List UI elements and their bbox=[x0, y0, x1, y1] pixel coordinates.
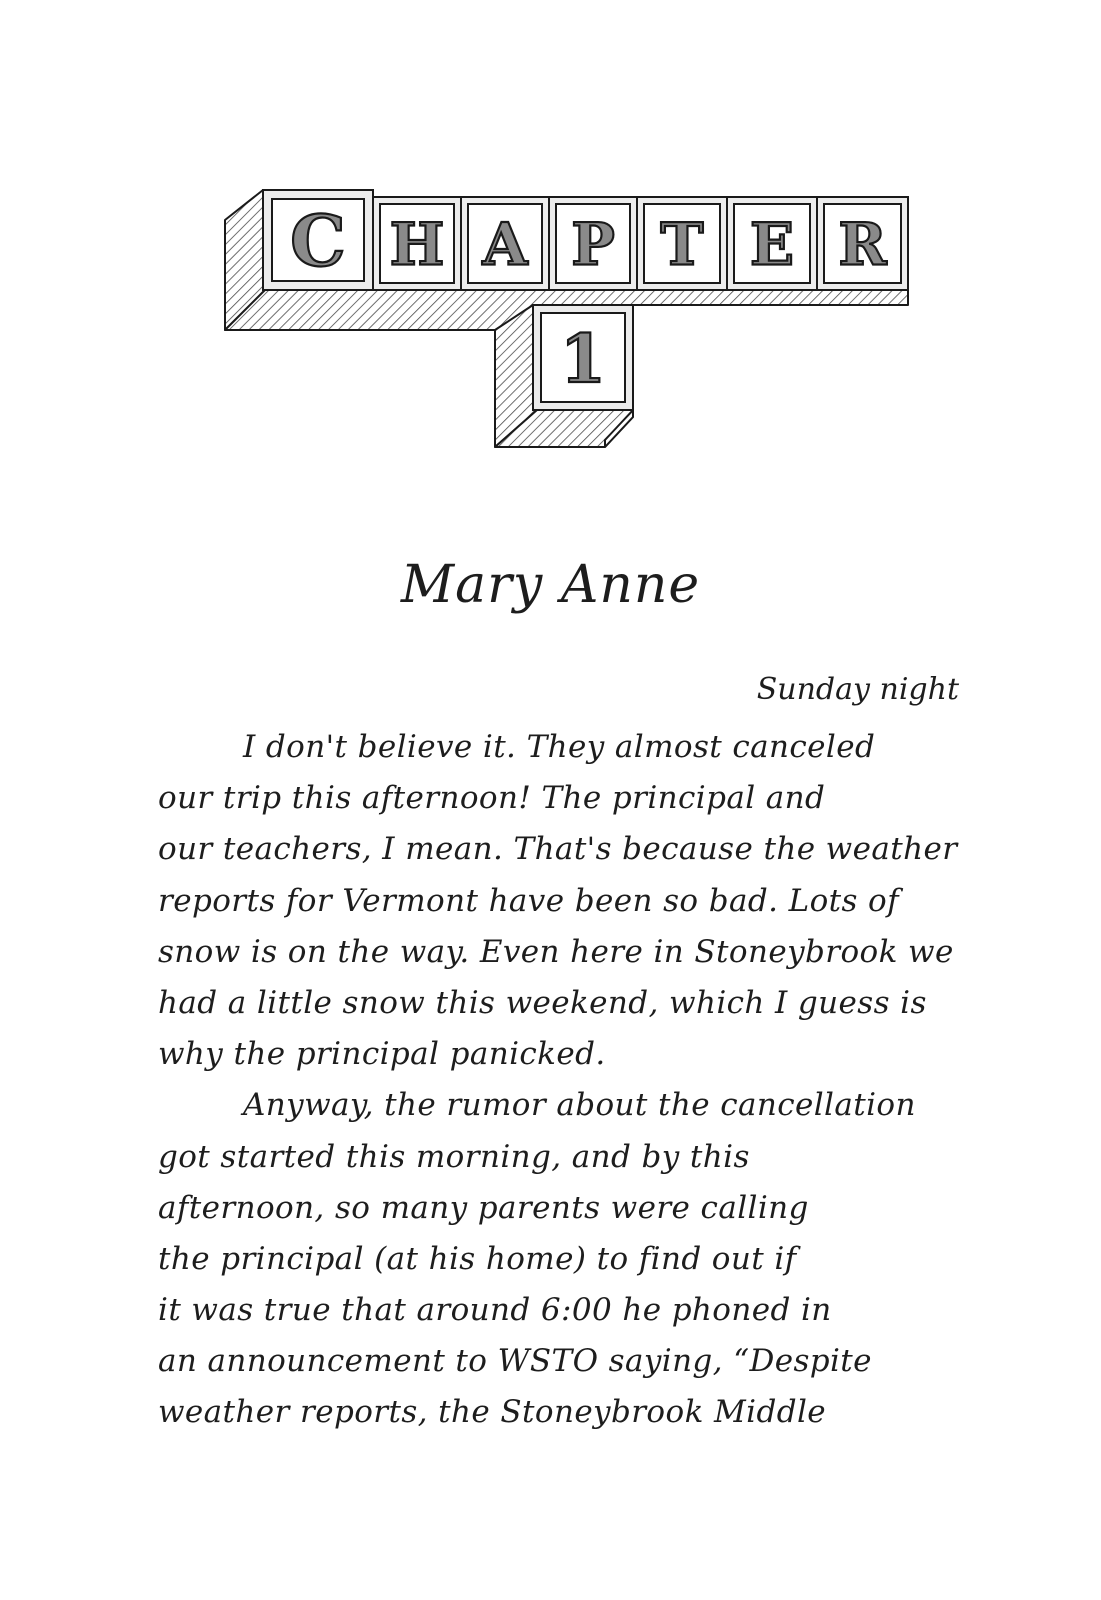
chapter-letter-block bbox=[549, 197, 637, 290]
chapter-number-block bbox=[533, 305, 633, 410]
chapter-letter: E bbox=[749, 210, 795, 279]
chapter-letter-block bbox=[637, 197, 727, 290]
chapter-letter-block bbox=[727, 197, 817, 290]
diary-line: snow is on the way. Even here in Stoneybrook we bbox=[158, 933, 954, 970]
chapter-letter-block bbox=[461, 197, 549, 290]
chapter-letter: T bbox=[660, 210, 704, 279]
chapter-letter: C bbox=[290, 199, 346, 283]
chapter-number: 1 bbox=[560, 320, 606, 398]
diary-line: the principal (at his home) to find out if bbox=[158, 1240, 797, 1277]
chapter-heading bbox=[215, 185, 935, 460]
diary-author-name: Mary Anne bbox=[400, 555, 701, 615]
diary-line: it was true that around 6:00 he phoned in bbox=[158, 1292, 832, 1329]
chapter-letter-block bbox=[817, 197, 908, 290]
diary-line: reports for Vermont have been so bad. Lots of bbox=[158, 882, 899, 919]
chapter-letter: H bbox=[389, 210, 445, 279]
diary-line: our trip this afternoon! The principal and bbox=[158, 780, 826, 817]
diary-line: weather reports, the Stoneybrook Middle bbox=[158, 1394, 827, 1431]
diary-line: an announcement to WSTO saying, “Despite bbox=[158, 1343, 872, 1380]
diary-line: why the principal panicked. bbox=[158, 1036, 606, 1073]
diary-line: afternoon, so many parents were calling bbox=[158, 1189, 809, 1226]
diary-line: I don't believe it. They almost canceled bbox=[243, 729, 876, 765]
chapter-letter: P bbox=[571, 210, 615, 279]
diary-line: our teachers, I mean. That's because the weather bbox=[158, 831, 958, 868]
chapter-letter-block bbox=[373, 197, 461, 290]
chapter-letter: A bbox=[482, 210, 528, 279]
chapter-letter-block bbox=[263, 190, 373, 290]
chapter-word-blocks bbox=[263, 190, 908, 290]
diary-entry-date: Sunday night bbox=[756, 672, 959, 707]
diary-entry-body bbox=[158, 722, 978, 1439]
diary-line: Anyway, the rumor about the cancellation bbox=[243, 1087, 916, 1124]
diary-line: got started this morning, and by this bbox=[158, 1138, 750, 1175]
diary-line: had a little snow this weekend, which I guess is bbox=[158, 984, 927, 1021]
chapter-letter: R bbox=[838, 210, 887, 279]
